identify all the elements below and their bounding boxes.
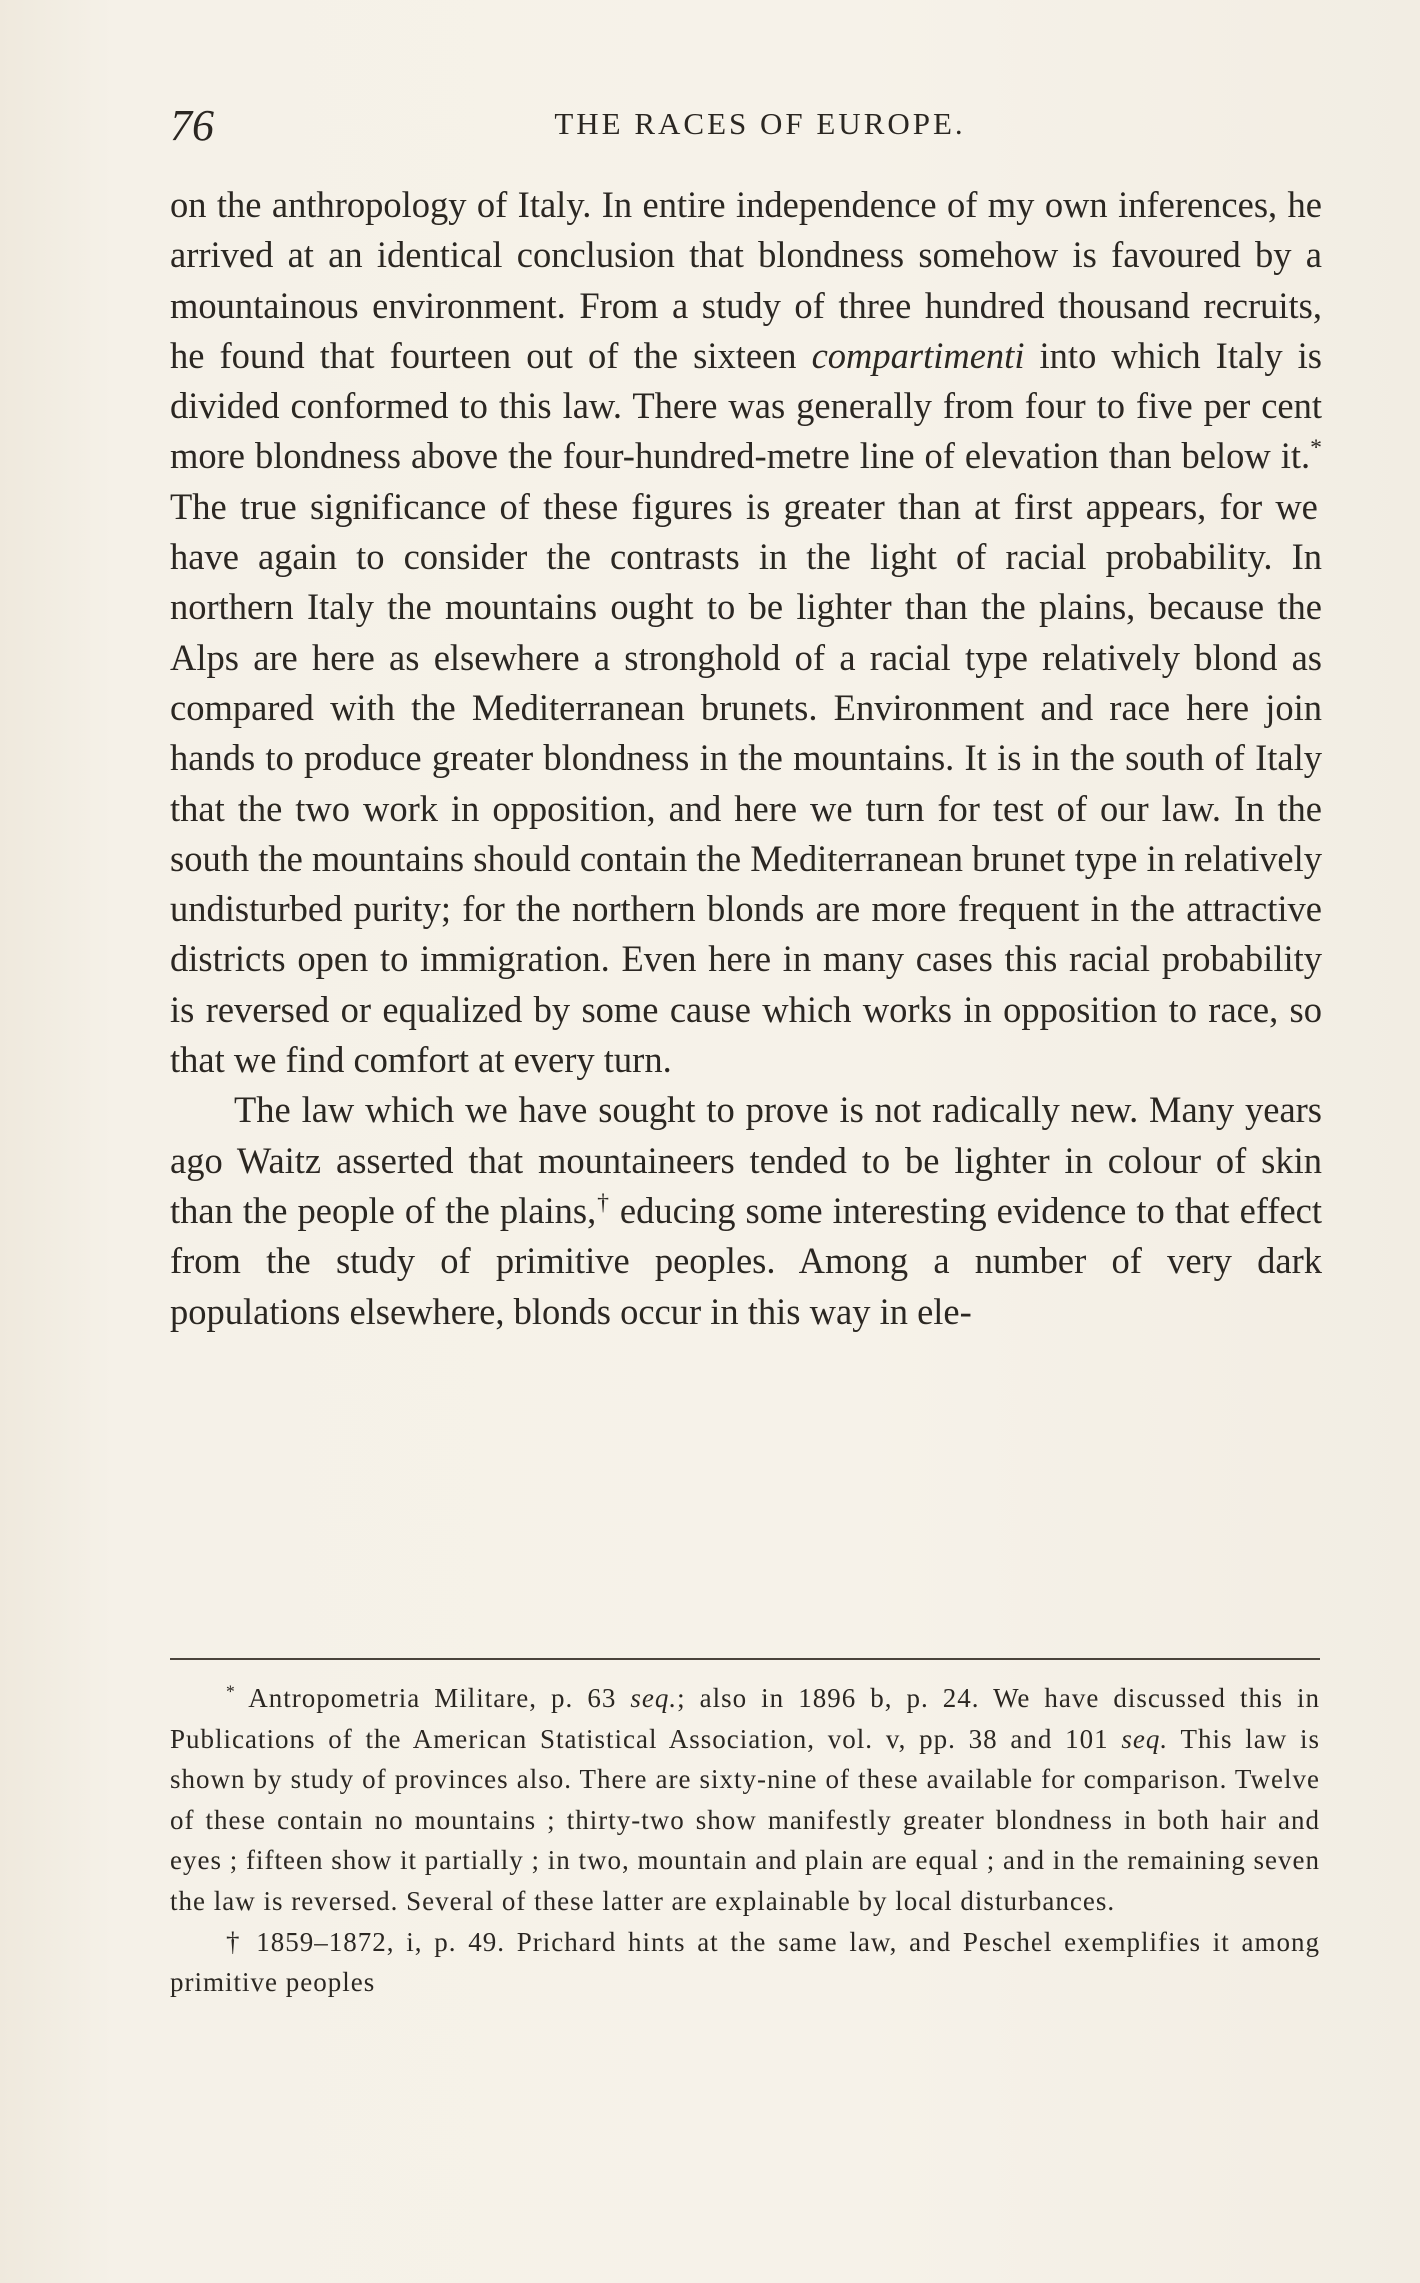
italic-term: seq. — [630, 1683, 678, 1713]
italic-term: compartimenti — [811, 334, 1025, 376]
body-text — [170, 180, 1322, 1337]
paragraph-text: on the anthropology of Italy. In entire independence of my own inferences, he arrived at an identical conclusion that blondness somehow is favoured by a mountainous environment. From a study of three hundred thousand recruits, he found that fourteen out of the sixteen — [170, 184, 1322, 376]
footnote-text: ; also in 1896 b, p. 24. We have discussed this in Publications of the American Statistical Association, vol. v, pp. 38 and 101 — [170, 1683, 1320, 1754]
page-number: 76 — [170, 101, 214, 150]
paragraph-text: educing some interesting evidence to that effect from the study of primitive peoples. Among a number of very dark populations elsewhere, blonds occur in this way in ele- — [170, 1189, 1322, 1332]
page-header — [170, 100, 1320, 160]
footnote — [170, 1922, 1320, 2003]
footnote-reference: * — [1310, 435, 1322, 462]
footnote-text: This law is shown by study of provinces also. There are sixty-nine of these available for comparison. Twelve of these contain no mountains ; thirty-two show manifestly greater blondness in both hair and eyes ; fifteen show it partially ; in two, mountain and plain are equal ; and in the remaining seven the law is reversed. Several of these latter are explainable by local disturbances. — [170, 1723, 1320, 1916]
paragraph-text: into which Italy is divided conformed to this law. There was generally from four to five per cent more blondness above the four-hundred-metre line of elevation than below it. — [170, 334, 1322, 477]
italic-term: seq. — [1121, 1723, 1169, 1754]
footnote — [170, 1678, 1320, 1922]
footnote-mark: † — [226, 1926, 245, 1957]
paragraph — [170, 180, 1322, 1085]
footnote-text: 1859–1872, i, p. 49. Prichard hints at the same law, and Peschel exemplifies it among primitive peoples — [170, 1926, 1321, 1998]
footnote-text: Antropometria Militare, p. 63 — [235, 1683, 631, 1713]
paragraph — [170, 1085, 1322, 1336]
paragraph-text: The law which we have sought to prove is not radically new. Many years ago Waitz asserted that mountaineers tended to be lighter in colour of skin than the people of the plains, — [170, 1089, 1322, 1231]
footnote-mark: * — [226, 1681, 236, 1702]
footnote-reference: † — [596, 1189, 610, 1216]
paragraph-text: The true significance of these figures is greater than at first appears, for we have again to consider the contrasts in the light of racial probability. In northern Italy the mountains ought to be lighter than the plains, because the Alps are here as elsewhere a stronghold of a racial type relatively blond as compared with the Mediterranean brunets. Environment and race here join hands to produce greater blondness in the mountains. It is in the south of Italy that the two work in opposition, and here we turn for test of our law. In the south the mountains should contain the Mediterranean brunet type in relatively undisturbed purity; for the northern blonds are more frequent in the attractive districts open to immigration. Even here in many cases this racial probability is reversed or equalized by some cause which works in opposition to race, so that we find comfort at every turn. — [170, 485, 1322, 1081]
running-head: THE RACES OF EUROPE. — [554, 106, 966, 141]
footnotes — [170, 1678, 1320, 2003]
footnote-divider — [170, 1658, 1320, 1660]
